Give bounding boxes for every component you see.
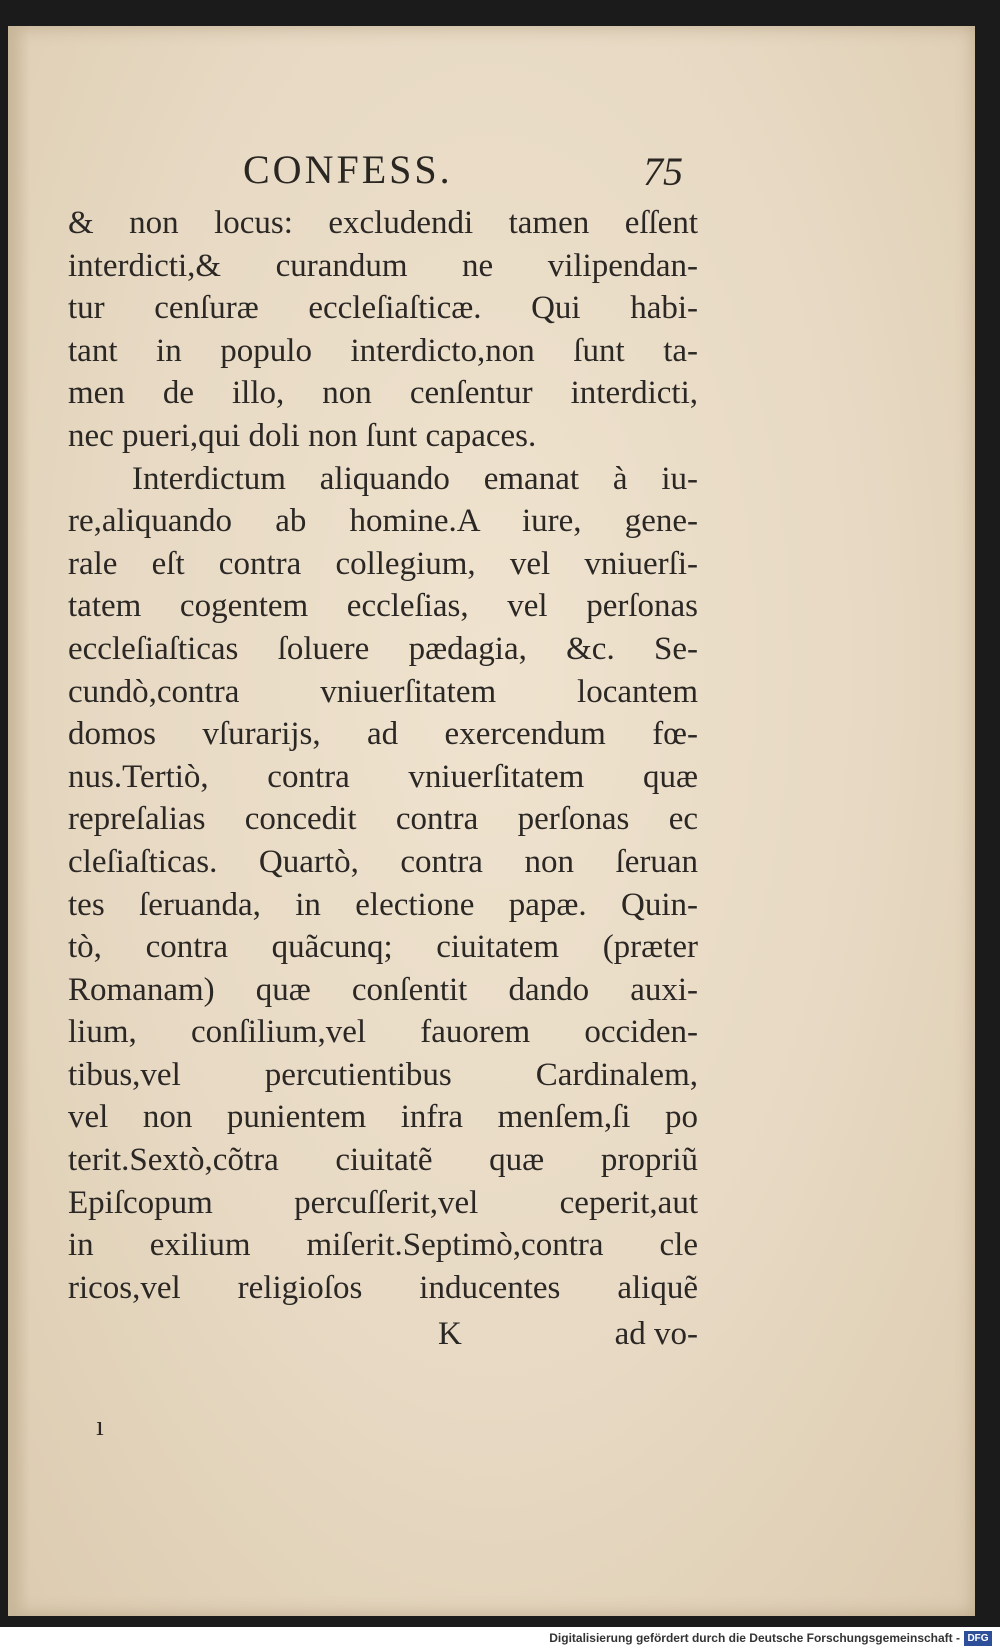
running-head-title: CONFESS. bbox=[243, 147, 453, 192]
text-line: tatem cogentem eccleſias, vel perſonas bbox=[68, 588, 698, 625]
stray-ink-mark: ı bbox=[96, 1411, 104, 1442]
digitization-footer bbox=[0, 1627, 1000, 1651]
text-line: men de illo, non cenſentur interdicti, bbox=[68, 375, 698, 412]
text-line: rale eſt contra collegium, vel vniuerſi- bbox=[68, 545, 698, 582]
text-line: domos vſurarijs, ad exercendum fœ- bbox=[68, 716, 698, 753]
text-line: re,aliquando ab homine.A iure, gene- bbox=[68, 503, 698, 540]
page-gutter-shadow bbox=[8, 26, 30, 1616]
text-line: cundò,contra vniuerſitatem locantem bbox=[68, 673, 698, 710]
funding-credit: Digitalisierung gefördert durch die Deutsche Forschungsgemeinschaft - bbox=[549, 1631, 960, 1645]
catchword: ad vo- bbox=[614, 1316, 698, 1352]
text-line: interdicti,& curandum ne vilipendan- bbox=[68, 247, 698, 284]
text-line: terit.Sextò,cõtra ciuitatẽ quæ propriũ bbox=[68, 1142, 698, 1179]
running-head bbox=[243, 146, 683, 196]
text-line: lium, conſilium,vel fauorem occiden- bbox=[68, 1014, 698, 1051]
text-line: & non locus: excludendi tamen eſſent bbox=[68, 205, 698, 241]
text-line: tur cenſuræ eccleſiaſticæ. Qui habi- bbox=[68, 290, 698, 327]
text-line: in exilium miſerit.Septimò,contra cle bbox=[68, 1227, 698, 1264]
page-foot bbox=[68, 1316, 698, 1362]
text-line: vel non punientem infra menſem,ſi po bbox=[68, 1099, 698, 1136]
text-line: cleſiaſticas. Quartò, contra non ſeruan bbox=[68, 843, 698, 880]
page-number: 75 bbox=[643, 149, 683, 194]
body-text bbox=[68, 202, 698, 1309]
text-line: nec pueri,qui doli non ſunt capaces. bbox=[68, 417, 537, 454]
text-line: Epiſcopum percuſſerit,vel ceperit,aut bbox=[68, 1184, 698, 1221]
text-line: tant in populo interdicto,non ſunt ta- bbox=[68, 332, 698, 369]
text-line: repreſalias concedit contra perſonas ec bbox=[68, 801, 698, 838]
text-line: nus.Tertiò, contra vniuerſitatem quæ bbox=[68, 758, 698, 795]
text-line: tibus,vel percutientibus Cardinalem, bbox=[68, 1056, 698, 1093]
paragraph-start-line: Interdictum aliquando emanat à iu- bbox=[132, 460, 698, 497]
dfg-logo: DFG bbox=[964, 1631, 992, 1646]
book-page bbox=[8, 26, 975, 1616]
text-line: ricos,vel religioſos inducentes aliquẽ bbox=[68, 1269, 698, 1306]
signature-mark: K bbox=[438, 1316, 462, 1352]
text-line: Romanam) quæ conſentit dando auxi- bbox=[68, 971, 698, 1008]
text-line: tò, contra quãcunq; ciuitatem (præter bbox=[68, 929, 698, 966]
text-line: tes ſeruanda, in electione papæ. Quin- bbox=[68, 886, 698, 923]
text-line: eccleſiaſticas ſoluere pædagia, &c. Se- bbox=[68, 630, 698, 667]
